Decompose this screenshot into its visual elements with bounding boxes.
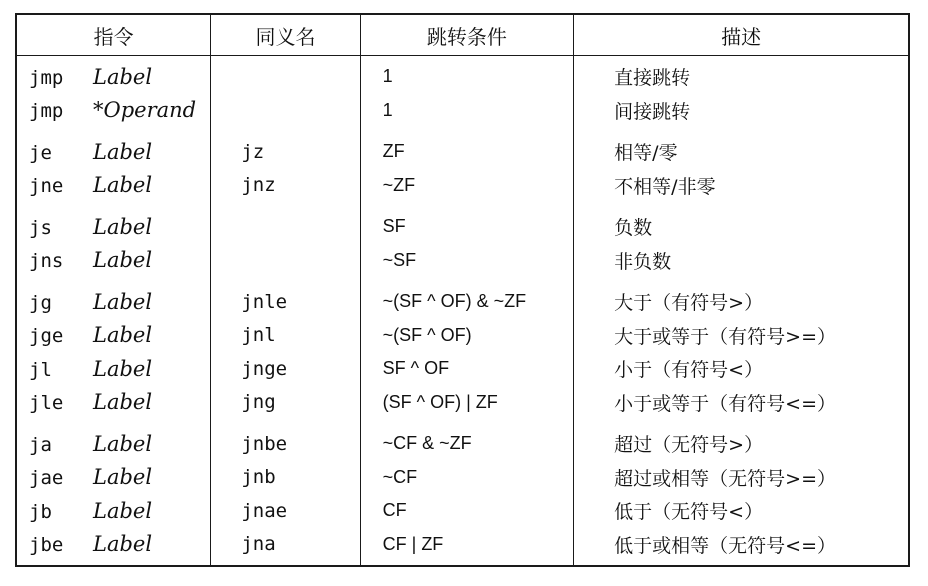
description-cell: 低于或相等（无符号<=） — [574, 528, 909, 567]
condition-cell: ZF — [360, 127, 574, 169]
table-header — [16, 14, 909, 56]
instruction-cell — [16, 202, 211, 244]
synonym-cell: jnl — [211, 319, 360, 353]
table-row — [16, 56, 909, 94]
header-instruction: 指令 — [16, 14, 211, 56]
condition-cell: ~CF — [360, 461, 574, 495]
operand: Label — [93, 390, 153, 415]
table-row — [16, 202, 909, 244]
condition-cell: 1 — [360, 56, 574, 94]
operand: Label — [93, 323, 153, 348]
description-cell: 低于（无符号<） — [574, 494, 909, 528]
opcode: je — [29, 141, 52, 164]
synonym-cell: jnae — [211, 494, 360, 528]
table-row — [16, 277, 909, 319]
header-condition: 跳转条件 — [360, 14, 574, 56]
opcode: jns — [29, 250, 64, 273]
instruction-cell — [16, 528, 211, 567]
instruction-cell — [16, 461, 211, 495]
description-cell: 大于（有符号>） — [574, 277, 909, 319]
operand: Label — [93, 214, 153, 239]
description-cell: 超过或相等（无符号>=） — [574, 461, 909, 495]
operand: Label — [93, 139, 153, 164]
synonym-cell: jng — [211, 386, 360, 420]
condition-cell: ~(SF ^ OF) & ~ZF — [360, 277, 574, 319]
table-row — [16, 352, 909, 386]
condition-cell: SF ^ OF — [360, 352, 574, 386]
condition-cell: (SF ^ OF) | ZF — [360, 386, 574, 420]
header-description: 描述 — [574, 14, 909, 56]
operand: Label — [93, 431, 153, 456]
synonym-cell: jnbe — [211, 419, 360, 461]
instruction-cell — [16, 319, 211, 353]
condition-cell: ~CF & ~ZF — [360, 419, 574, 461]
synonym-cell: jna — [211, 528, 360, 567]
instruction-cell — [16, 494, 211, 528]
synonym-cell — [211, 94, 360, 128]
opcode: jmp — [29, 100, 64, 123]
opcode: js — [29, 216, 52, 239]
opcode: jae — [29, 467, 64, 490]
synonym-cell — [211, 202, 360, 244]
instruction-cell — [16, 386, 211, 420]
opcode: jle — [29, 392, 64, 415]
opcode: jge — [29, 325, 64, 348]
condition-cell: ~ZF — [360, 169, 574, 203]
header-synonym: 同义名 — [211, 14, 360, 56]
instruction-cell — [16, 56, 211, 94]
instruction-cell — [16, 352, 211, 386]
operand: Label — [93, 173, 153, 198]
synonym-cell: jnle — [211, 277, 360, 319]
description-cell: 相等/零 — [574, 127, 909, 169]
table-row — [16, 169, 909, 203]
table-row — [16, 461, 909, 495]
description-cell: 小于或等于（有符号<=） — [574, 386, 909, 420]
condition-cell: ~(SF ^ OF) — [360, 319, 574, 353]
instruction-cell — [16, 169, 211, 203]
table-row — [16, 244, 909, 278]
description-cell: 大于或等于（有符号>=） — [574, 319, 909, 353]
opcode: jb — [29, 500, 52, 523]
opcode: jmp — [29, 66, 64, 89]
synonym-cell — [211, 244, 360, 278]
table-row — [16, 127, 909, 169]
opcode: jne — [29, 175, 64, 198]
opcode: jbe — [29, 534, 64, 557]
operand: Label — [93, 465, 153, 490]
instruction-cell — [16, 277, 211, 319]
operand: Label — [93, 248, 153, 273]
condition-cell: 1 — [360, 94, 574, 128]
table-row — [16, 319, 909, 353]
instruction-cell — [16, 94, 211, 128]
synonym-cell: jz — [211, 127, 360, 169]
opcode: jl — [29, 358, 52, 381]
condition-cell: ~SF — [360, 244, 574, 278]
synonym-cell: jnb — [211, 461, 360, 495]
description-cell: 间接跳转 — [574, 94, 909, 128]
synonym-cell — [211, 56, 360, 94]
header-row — [16, 14, 909, 56]
operand: Label — [93, 289, 153, 314]
table-row — [16, 528, 909, 567]
description-cell: 非负数 — [574, 244, 909, 278]
condition-cell: CF | ZF — [360, 528, 574, 567]
condition-cell: SF — [360, 202, 574, 244]
condition-cell: CF — [360, 494, 574, 528]
synonym-cell: jnge — [211, 352, 360, 386]
instruction-cell — [16, 244, 211, 278]
table-row — [16, 419, 909, 461]
opcode: jg — [29, 291, 52, 314]
table-row — [16, 494, 909, 528]
description-cell: 小于（有符号<） — [574, 352, 909, 386]
instruction-cell — [16, 127, 211, 169]
description-cell: 超过（无符号>） — [574, 419, 909, 461]
table-body — [16, 56, 909, 567]
description-cell: 不相等/非零 — [574, 169, 909, 203]
operand: *Operand — [93, 98, 197, 123]
table-row — [16, 386, 909, 420]
table-row — [16, 94, 909, 128]
opcode: ja — [29, 433, 52, 456]
operand: Label — [93, 356, 153, 381]
operand: Label — [93, 498, 153, 523]
operand: Label — [93, 532, 153, 557]
description-cell: 负数 — [574, 202, 909, 244]
synonym-cell: jnz — [211, 169, 360, 203]
instruction-cell — [16, 419, 211, 461]
description-cell: 直接跳转 — [574, 56, 909, 94]
jump-instructions-table — [15, 13, 910, 567]
operand: Label — [93, 64, 153, 89]
